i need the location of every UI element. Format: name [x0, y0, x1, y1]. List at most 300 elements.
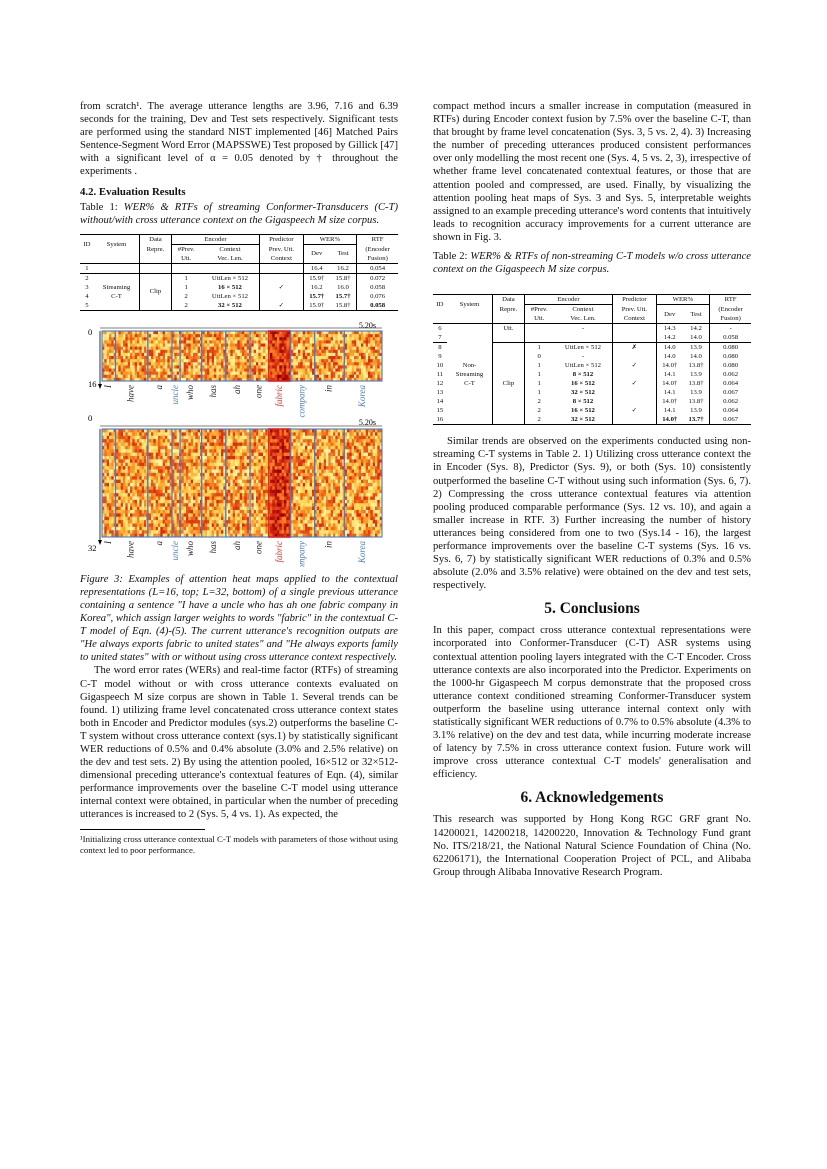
- heat-cell: [235, 490, 238, 494]
- heat-cell: [270, 469, 273, 473]
- heat-cell: [326, 343, 329, 347]
- heat-cell: [363, 429, 366, 433]
- heat-cell: [279, 449, 282, 453]
- heat-cell: [286, 362, 289, 366]
- heat-cell: [130, 446, 133, 450]
- heat-cell: [195, 362, 198, 366]
- heat-cell: [205, 353, 208, 357]
- heat-cell: [139, 449, 142, 453]
- heat-cell: [165, 452, 168, 456]
- heat-cell: [377, 353, 380, 357]
- heat-cell: [240, 503, 243, 507]
- heat-cell: [240, 459, 243, 463]
- heat-cell: [123, 334, 126, 338]
- heat-cell: [328, 343, 331, 347]
- heat-cell: [247, 456, 250, 460]
- heat-cell: [214, 356, 217, 360]
- heat-cell: [240, 337, 243, 341]
- heat-cell: [263, 439, 266, 443]
- heat-cell: [247, 368, 250, 372]
- heat-cell: [368, 365, 371, 369]
- heat-cell: [132, 500, 135, 504]
- heat-cell: [254, 368, 257, 372]
- heat-cell: [377, 356, 380, 360]
- heat-cell: [235, 350, 238, 354]
- heat-cell: [160, 368, 163, 372]
- heat-cell: [263, 476, 266, 480]
- heat-cell: [130, 449, 133, 453]
- heat-cell: [165, 362, 168, 366]
- heat-cell: [198, 459, 201, 463]
- heat-cell: [272, 334, 275, 338]
- heat-cell: [156, 483, 159, 487]
- heat-cell: [118, 429, 121, 433]
- heat-cell: [310, 456, 313, 460]
- heat-cell: [247, 510, 250, 514]
- heat-cell: [347, 469, 350, 473]
- heat-cell: [212, 493, 215, 497]
- heat-cell: [300, 493, 303, 497]
- heat-cell: [104, 432, 107, 436]
- heat-cell: [193, 463, 196, 467]
- heat-cell: [209, 463, 212, 467]
- heat-cell: [214, 490, 217, 494]
- heat-cell: [347, 449, 350, 453]
- heat-cell: [177, 436, 180, 440]
- heat-cell: [221, 362, 224, 366]
- heat-cell: [240, 493, 243, 497]
- heat-cell: [317, 469, 320, 473]
- heat-cell: [158, 496, 161, 500]
- heat-cell: [293, 496, 296, 500]
- heat-cell: [298, 456, 301, 460]
- heat-cell: [247, 452, 250, 456]
- heat-cell: [174, 442, 177, 446]
- heat-cell: [282, 343, 285, 347]
- heat-cell: [209, 439, 212, 443]
- heat-cell: [247, 359, 250, 363]
- heat-cell: [279, 356, 282, 360]
- heat-cell: [104, 479, 107, 483]
- heat-cell: [230, 340, 233, 344]
- heat-cell: [118, 496, 121, 500]
- heat-cell: [228, 439, 231, 443]
- heat-cell: [349, 449, 352, 453]
- heat-cell: [132, 446, 135, 450]
- heat-cell: [254, 469, 257, 473]
- heat-cell: [333, 340, 336, 344]
- heat-cell: [284, 334, 287, 338]
- heat-cell: [275, 334, 278, 338]
- heat-cell: [317, 493, 320, 497]
- heat-cell: [111, 476, 114, 480]
- heat-cell: [256, 368, 259, 372]
- heat-cell: [160, 343, 163, 347]
- heat-cell: [240, 449, 243, 453]
- heat-cell: [263, 503, 266, 507]
- heat-cell: [310, 490, 313, 494]
- t1-test: 16.0: [337, 283, 349, 291]
- heat-cell: [165, 337, 168, 341]
- heat-cell: [193, 353, 196, 357]
- heat-cell: [335, 340, 338, 344]
- heat-cell: [219, 353, 222, 357]
- heat-cell: [345, 476, 348, 480]
- heat-cell: [326, 346, 329, 350]
- heat-cell: [153, 439, 156, 443]
- heat-cell: [151, 375, 154, 379]
- heat-cell: [212, 436, 215, 440]
- heat-cell: [128, 368, 131, 372]
- heat-cell: [195, 343, 198, 347]
- heat-cell: [305, 496, 308, 500]
- heat-cell: [240, 506, 243, 510]
- heat-cell: [331, 456, 334, 460]
- heat-cell: [230, 473, 233, 477]
- heat-cell: [163, 375, 166, 379]
- heat-cell: [354, 463, 357, 467]
- heat-cell: [181, 340, 184, 344]
- heat-cell: [291, 446, 294, 450]
- heat-cell: [326, 359, 329, 363]
- heat-cell: [244, 365, 247, 369]
- heat-cell: [375, 490, 378, 494]
- heat-cell: [202, 500, 205, 504]
- heat-cell: [279, 503, 282, 507]
- heat-cell: [321, 459, 324, 463]
- heat-cell: [258, 340, 261, 344]
- heat-cell: [191, 503, 194, 507]
- heat-cell: [191, 362, 194, 366]
- heat-cell: [377, 466, 380, 470]
- heat-cell: [377, 368, 380, 372]
- heat-cell: [335, 375, 338, 379]
- heat-cell: [163, 506, 166, 510]
- heat-cell: [340, 483, 343, 487]
- heat-cell: [293, 490, 296, 494]
- heat-cell: [317, 368, 320, 372]
- heat-cell: [270, 493, 273, 497]
- heat-cell: [181, 486, 184, 490]
- heat-cell: [116, 486, 119, 490]
- heat-cell: [128, 337, 131, 341]
- heat-cell: [265, 375, 268, 379]
- heat-cell: [277, 356, 280, 360]
- heat-cell: [214, 503, 217, 507]
- heat-cell: [284, 442, 287, 446]
- heat-cell: [160, 362, 163, 366]
- heat-cell: [163, 503, 166, 507]
- heat-cell: [258, 496, 261, 500]
- heat-cell: [111, 346, 114, 350]
- heat-cell: [230, 368, 233, 372]
- t1-h-veclen: Vec. Len.: [201, 254, 260, 264]
- heat-cell: [258, 459, 261, 463]
- heat-cell: [228, 503, 231, 507]
- heat-cell: [300, 337, 303, 341]
- heat-cell: [363, 452, 366, 456]
- heat-cell: [240, 334, 243, 338]
- heat-cell: [209, 449, 212, 453]
- heat-cell: [270, 486, 273, 490]
- heat-cell: [247, 432, 250, 436]
- heat-cell: [366, 486, 369, 490]
- heat-cell: [284, 496, 287, 500]
- t1-dev: 16.4: [303, 263, 330, 273]
- heat-cell: [205, 362, 208, 366]
- heat-cell: [300, 510, 303, 514]
- heat-cell: [242, 466, 245, 470]
- heat-cell: [111, 483, 114, 487]
- heat-cell: [193, 506, 196, 510]
- heat-cell: [149, 479, 152, 483]
- left-para-1: from scratch¹. The average utterance lengths are 3.96, 7.16 and 6.39 seconds for the training, Dev and Test sets respectively. Significant tests are performed using the standard NIST implemented [46] Matched Pairs Sentence-Segment Word Error (MAPSSWE) Test proposed by Gillick [47] with a significant level of α = 0.05 denoted by † throughout the experiments .: [80, 101, 398, 178]
- heat-cell: [347, 337, 350, 341]
- heat-cell: [123, 456, 126, 460]
- heat-cell: [116, 446, 119, 450]
- heat-cell: [123, 486, 126, 490]
- heat-cell: [291, 503, 294, 507]
- heat-cell: [242, 356, 245, 360]
- heat-cell: [321, 340, 324, 344]
- heat-cell: [158, 442, 161, 446]
- heat-cell: [135, 490, 138, 494]
- heat-cell: [335, 483, 338, 487]
- heat-cell: [153, 446, 156, 450]
- heat-cell: [233, 452, 236, 456]
- heat-cell: [153, 510, 156, 514]
- heat-cell: [321, 368, 324, 372]
- heat-cell: [191, 346, 194, 350]
- heat-cell: [321, 466, 324, 470]
- heat-cell: [228, 346, 231, 350]
- heat-cell: [291, 456, 294, 460]
- heat-cell: [345, 353, 348, 357]
- heat-cell: [181, 343, 184, 347]
- heat-cell: [359, 371, 362, 375]
- heat-cell: [328, 490, 331, 494]
- heat-cell: [331, 510, 334, 514]
- heat-cell: [373, 500, 376, 504]
- heat-cell: [331, 337, 334, 341]
- heat-cell: [366, 452, 369, 456]
- heat-cell: [284, 359, 287, 363]
- heat-cell: [368, 479, 371, 483]
- heat-cell: [375, 362, 378, 366]
- heat-cell: [254, 436, 257, 440]
- heat-cell: [296, 429, 299, 433]
- t1-rtf: 0.058: [357, 283, 398, 292]
- table1-label: Table 1:: [80, 201, 124, 213]
- heat-cell: [228, 442, 231, 446]
- heat-cell: [116, 350, 119, 354]
- heat-cell: [160, 432, 163, 436]
- heat-cell: [191, 368, 194, 372]
- heat-cell: [107, 337, 110, 341]
- heat-cell: [242, 337, 245, 341]
- heat-cell: [186, 365, 189, 369]
- t1-id: 2: [85, 274, 89, 282]
- heat-cell: [135, 353, 138, 357]
- heat-cell: [207, 469, 210, 473]
- heat-cell: [142, 506, 145, 510]
- heat-cell: [368, 506, 371, 510]
- heat-cell: [240, 436, 243, 440]
- heat-cell: [191, 479, 194, 483]
- heat-cell: [186, 503, 189, 507]
- heat-cell: [352, 469, 355, 473]
- heat-cell: [310, 343, 313, 347]
- heat-cell: [293, 500, 296, 504]
- heat-cell: [240, 500, 243, 504]
- heat-cell: [361, 429, 364, 433]
- heat-cell: [282, 350, 285, 354]
- heat-cell: [272, 375, 275, 379]
- heat-cell: [261, 459, 264, 463]
- heat-cell: [251, 496, 254, 500]
- heat-cell: [184, 375, 187, 379]
- heat-cell: [317, 439, 320, 443]
- heat-cell: [237, 442, 240, 446]
- heat-cell: [228, 353, 231, 357]
- heat-cell: [205, 493, 208, 497]
- heat-cell: [151, 334, 154, 338]
- heat-cell: [214, 510, 217, 514]
- heat-cell: [310, 436, 313, 440]
- heat-cell: [368, 466, 371, 470]
- heat-cell: [366, 359, 369, 363]
- t1-rtf: 0.076: [357, 292, 398, 301]
- heat-cell: [373, 346, 376, 350]
- heat-cell: [335, 473, 338, 477]
- heat-cell: [254, 439, 257, 443]
- heat-cell: [207, 496, 210, 500]
- heat-cell: [375, 343, 378, 347]
- heat-cell: [291, 506, 294, 510]
- heat-cell: [324, 486, 327, 490]
- heat-cell: [132, 343, 135, 347]
- heat-cell: [240, 359, 243, 363]
- heat-cell: [298, 340, 301, 344]
- heat-cell: [193, 359, 196, 363]
- heat-cell: [132, 375, 135, 379]
- heat-cell: [186, 356, 189, 360]
- heat-cell: [354, 343, 357, 347]
- heat-cell: [256, 365, 259, 369]
- heat-cell: [184, 359, 187, 363]
- heat-cell: [286, 463, 289, 467]
- heat-cell: [284, 476, 287, 480]
- heat-cell: [370, 343, 373, 347]
- heat-cell: [142, 371, 145, 375]
- heat-cell: [121, 365, 124, 369]
- heat-cell: [361, 500, 364, 504]
- heat-cell: [221, 346, 224, 350]
- heat-cell: [193, 340, 196, 344]
- heat-cell: [354, 479, 357, 483]
- heat-cell: [349, 483, 352, 487]
- heat-cell: [328, 466, 331, 470]
- heat-cell: [251, 449, 254, 453]
- heat-cell: [328, 479, 331, 483]
- heat-cell: [121, 459, 124, 463]
- heat-cell: [235, 368, 238, 372]
- heat-cell: [373, 466, 376, 470]
- heat-cell: [251, 432, 254, 436]
- heat-cell: [205, 350, 208, 354]
- heat-cell: [256, 436, 259, 440]
- heat-cell: [137, 459, 140, 463]
- heat-cell: [293, 371, 296, 375]
- t1-test: 16.2: [337, 264, 349, 272]
- heat-cell: [237, 359, 240, 363]
- heat-cell: [256, 371, 259, 375]
- heat-cell: [142, 359, 145, 363]
- heat-cell: [272, 362, 275, 366]
- heat-cell: [167, 476, 170, 480]
- heat-cell: [107, 334, 110, 338]
- heat-cell: [279, 486, 282, 490]
- heat-cell: [270, 506, 273, 510]
- heat-cell: [163, 346, 166, 350]
- heat-cell: [270, 371, 273, 375]
- heat-cell: [219, 343, 222, 347]
- heat-cell: [251, 356, 254, 360]
- heat-cell: [233, 429, 236, 433]
- heat-cell: [142, 340, 145, 344]
- heat-cell: [363, 496, 366, 500]
- heat-cell: [177, 429, 180, 433]
- heat-cell: [310, 356, 313, 360]
- heat-cell: [235, 432, 238, 436]
- heat-cell: [135, 346, 138, 350]
- heat-cell: [212, 359, 215, 363]
- heat-cell: [230, 463, 233, 467]
- heat-cell: [284, 469, 287, 473]
- heat-cell: [370, 476, 373, 480]
- heat-cell: [193, 469, 196, 473]
- heat-cell: [377, 469, 380, 473]
- heat-cell: [258, 368, 261, 372]
- heat-cell: [181, 483, 184, 487]
- heat-cell: [228, 359, 231, 363]
- heat-cell: [375, 371, 378, 375]
- heat-cell: [193, 432, 196, 436]
- heat-cell: [373, 368, 376, 372]
- heat-cell: [205, 334, 208, 338]
- heat-cell: [165, 439, 168, 443]
- heat-cell: [335, 503, 338, 507]
- heat-cell: [158, 463, 161, 467]
- heat-cell: [198, 432, 201, 436]
- heat-cell: [193, 429, 196, 433]
- heat-cell: [317, 350, 320, 354]
- heat-cell: [254, 365, 257, 369]
- heat-cell: [130, 334, 133, 338]
- heat-cell: [354, 365, 357, 369]
- heat-cell: [247, 466, 250, 470]
- heat-cell: [324, 368, 327, 372]
- heat-cell: [270, 496, 273, 500]
- heat-cell: [310, 340, 313, 344]
- heat-cell: [177, 473, 180, 477]
- heat-cell: [340, 359, 343, 363]
- heat-cell: [286, 334, 289, 338]
- heat-cell: [293, 362, 296, 366]
- heat-cell: [251, 439, 254, 443]
- heat-cell: [349, 500, 352, 504]
- heat-cell: [202, 446, 205, 450]
